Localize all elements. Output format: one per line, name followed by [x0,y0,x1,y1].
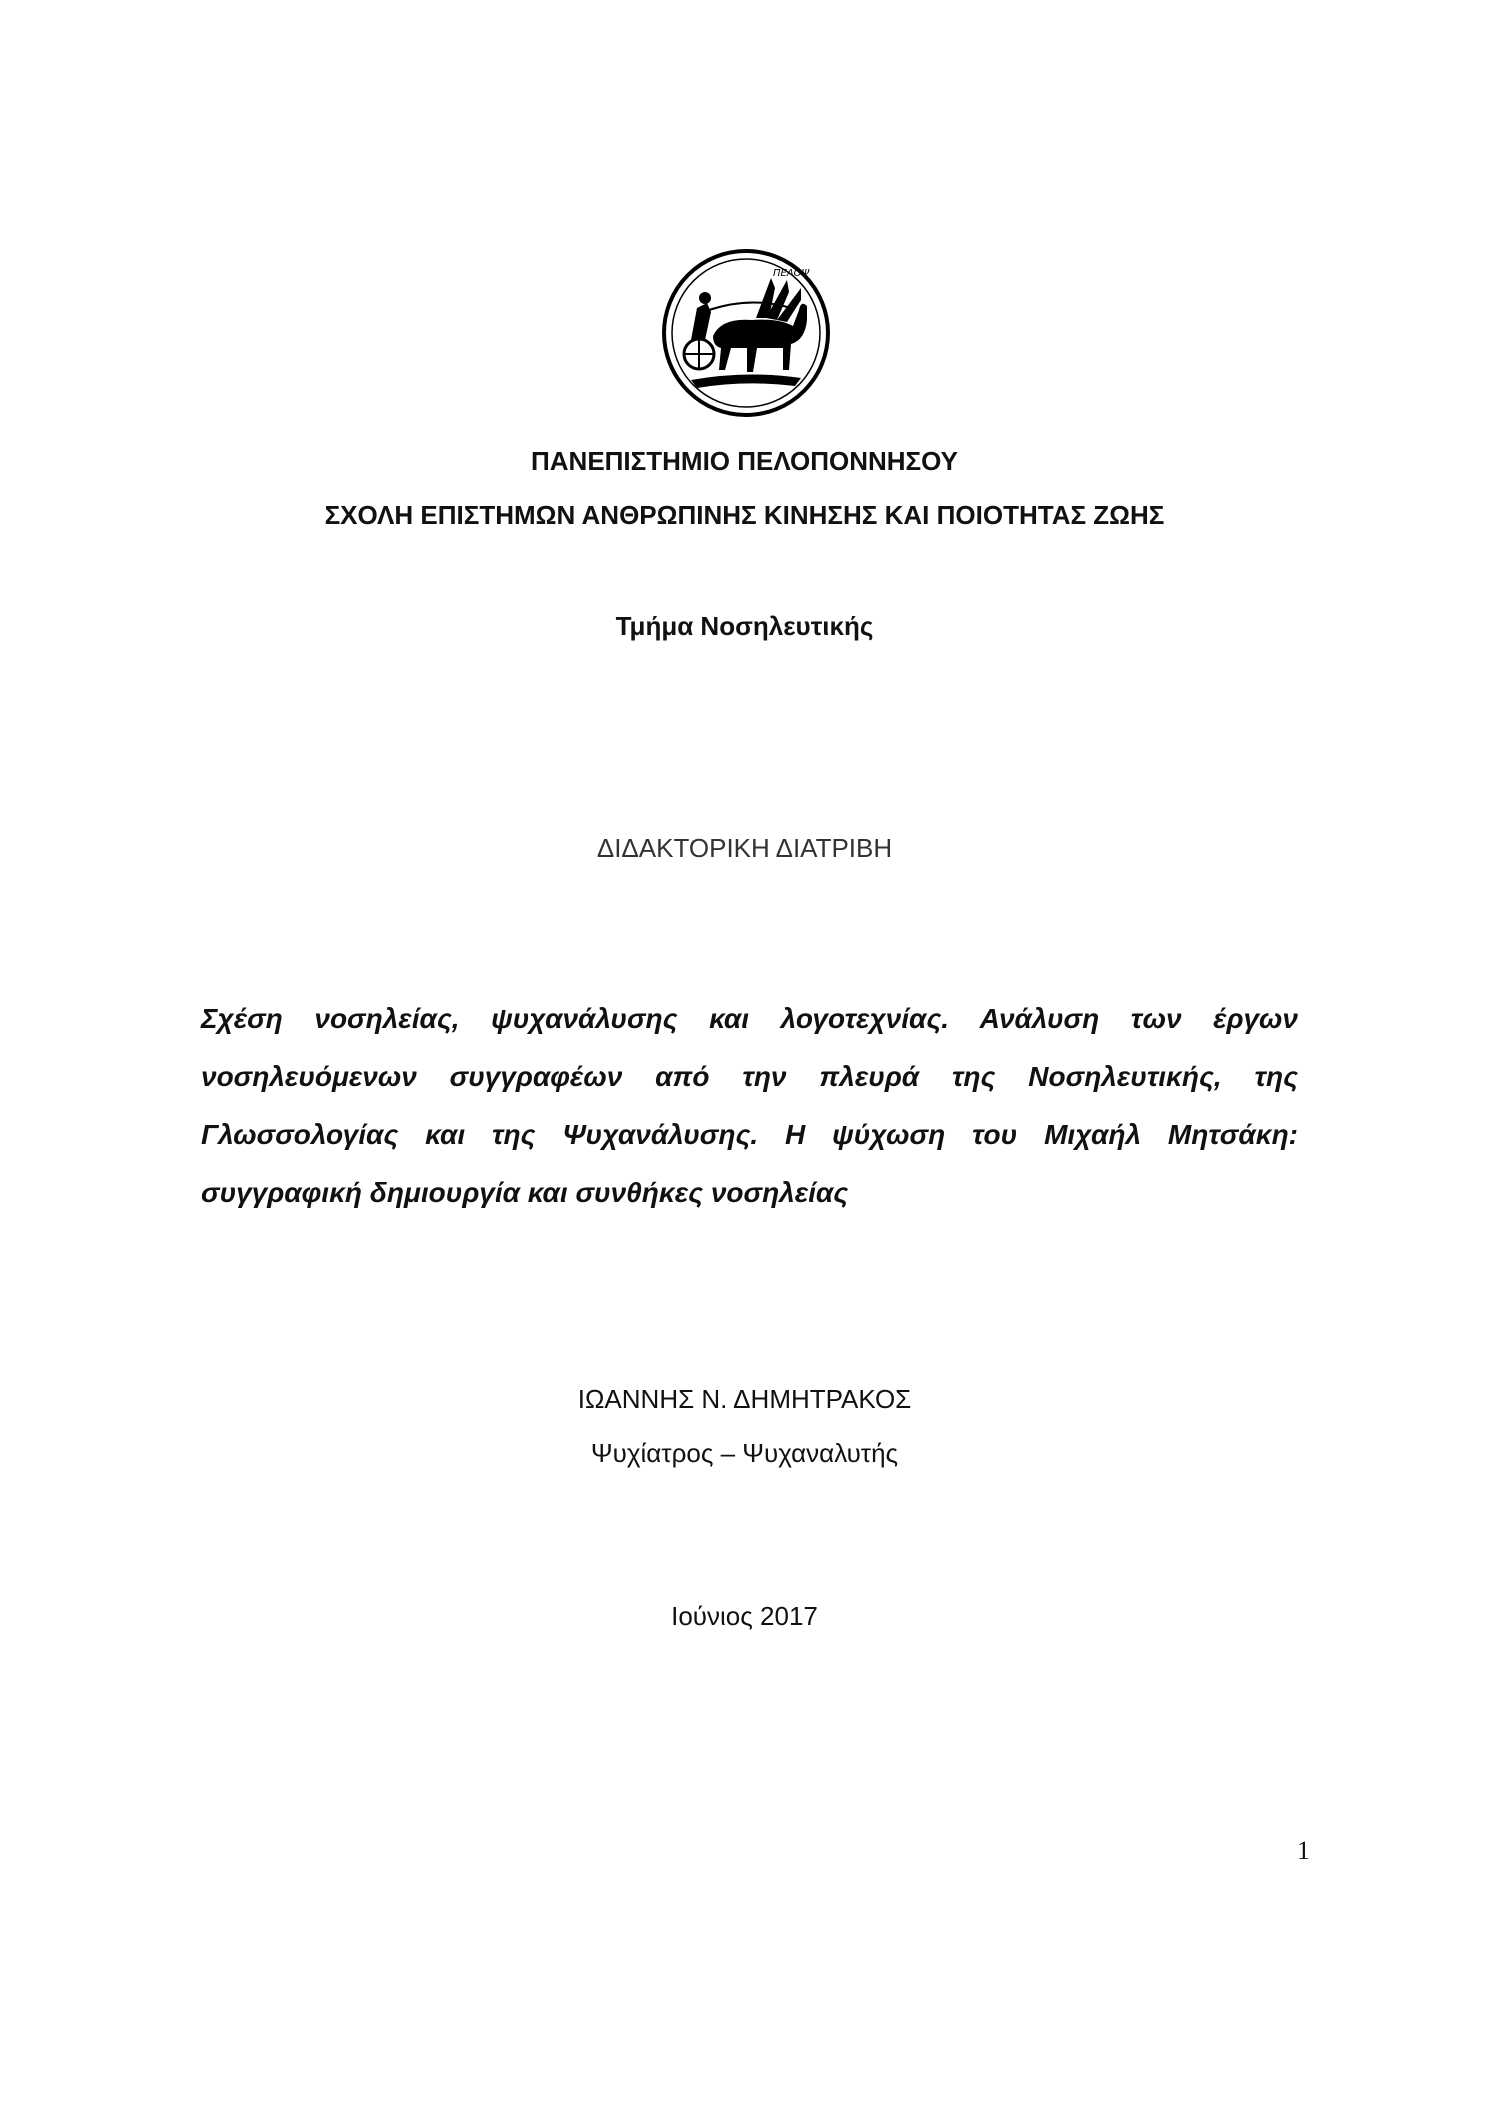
department-name: Τμήμα Νοσηλευτικής [615,611,874,641]
author-name: ΙΩΑΝΝΗΣ Ν. ΔΗΜΗΤΡΑΚΟΣ [577,1384,912,1414]
author-role: Ψυχίατρος – Ψυχαναλυτής [590,1438,899,1468]
thesis-title: Σχέση νοσηλείας, ψυχανάλυσης και λογοτεχνίας. Ανάλυση των έργων νοσηλευόμενων συγγραφέων από την πλευρά της Νοσηλευτικής, της Γλωσσολογίας και της Ψυχανάλυσης. Η ψύχωση του Μιχαήλ Μητσάκη: συγγραφική δημιουργία και συνθήκες νοσηλείας [201,1003,1298,1208]
university-seal-logo [661,248,831,418]
university-name: ΠΑΝΕΠΙΣΤΗΜΙΟ ΠΕΛΟΠΟΝΝΗΣΟΥ [530,446,959,476]
seal-inscription: ΠΕΛΟΨ [773,268,810,279]
page-number: 1 [1297,1836,1310,1865]
school-name: ΣΧΟΛΗ ΕΠΙΣΤΗΜΩΝ ΑΝΘΡΩΠΙΝΗΣ ΚΙΝΗΣΗΣ ΚΑΙ ΠΟΙΟΤΗΤΑΣ ΖΩΗΣ [324,500,1165,530]
publication-date: Ιούνιος 2017 [671,1601,818,1631]
document-type: ΔΙΔΑΚΤΟΡΙΚΗ ΔΙΑΤΡΙΒΗ [596,833,893,863]
